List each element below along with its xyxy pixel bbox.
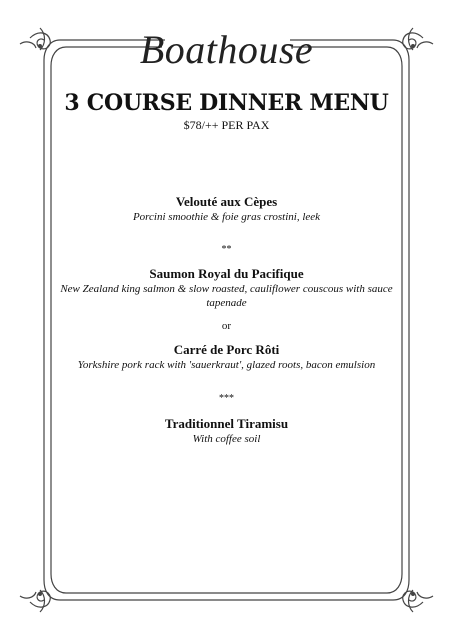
dish-description: New Zealand king salmon & slow roasted, cauliflower couscous with sauce tapenade [60,283,393,309]
course-separator: *** [219,393,234,404]
dish-name: Carré de Porc Rôti [173,342,280,357]
dish-description: With coffee soil [192,433,261,445]
dish-description: Yorkshire pork rack with 'sauerkraut', glazed roots, bacon emulsion [77,359,376,371]
dish-name: Saumon Royal du Pacifique [149,266,304,281]
course-main-option-2 [60,342,393,372]
menu-price: $78/++ PER PAX [183,118,270,132]
brand-logo: Boathouse [139,27,314,72]
course-dessert [60,416,393,446]
dish-description: Porcini smoothie & foie gras crostini, leek [132,211,321,223]
course-main-option-1 [60,266,393,310]
dish-name: Velouté aux Cèpes [175,194,278,209]
or-separator: or [221,320,232,332]
menu-title: 3 COURSE DINNER MENU [64,90,389,116]
course-starter [60,194,393,224]
course-separator: ** [221,244,232,255]
dish-name: Traditionnel Tiramisu [164,416,289,431]
